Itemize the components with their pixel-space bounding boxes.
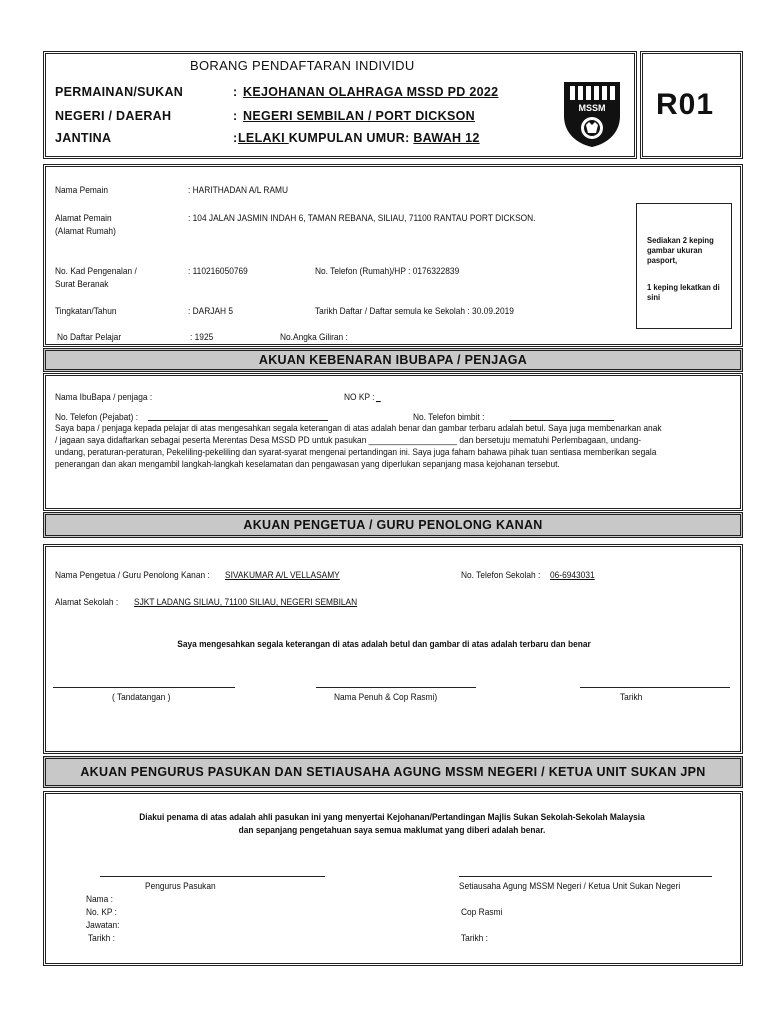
state-value: NEGERI SEMBILAN / PORT DICKSON	[243, 109, 475, 123]
school-tel-value: 06-6943031	[550, 570, 595, 581]
player-address-label: Alamat Pemain	[55, 213, 112, 224]
parent-heading-text: AKUAN KEBENARAN IBUBAPA / PENJAGA	[258, 353, 528, 367]
gender-row	[238, 131, 480, 145]
principal-date-line	[580, 687, 730, 688]
parent-tel-mobile-label: No. Telefon bimbit :	[413, 412, 485, 423]
player-regno-label: No Daftar Pelajar	[57, 332, 122, 343]
player-address-label-2: (Alamat Rumah)	[55, 226, 116, 237]
player-phone: No. Telefon (Rumah)/HP : 0176322839	[315, 266, 460, 277]
parent-declaration-line-3: undang, peraturan-peraturan, Pekeliling-pekeliling dan syarat-syarat mengenai pertandingan ini. Saya juga faham bahawa pihak tuan sentiasa memberikan segala	[55, 447, 657, 458]
parent-tel-office-line	[148, 420, 328, 421]
principal-heading	[43, 512, 743, 538]
principal-fullname-line	[316, 687, 476, 688]
photo-box	[636, 203, 732, 329]
secretary-title: Setiausaha Agung MSSM Negeri / Ketua Unit Sukan Negeri	[459, 881, 681, 892]
principal-statement: Saya mengesahkan segala keterangan di atas adalah betul dan gambar di atas adalah terbaru dan benar	[177, 639, 591, 650]
shield-icon	[562, 78, 622, 148]
mssm-logo	[562, 78, 622, 148]
age-group-label: KUMPULAN UMUR:	[288, 131, 414, 145]
age-group-value: BAWAH 12	[413, 131, 480, 145]
parent-tel-mobile-line	[510, 420, 614, 421]
manager-name-label: Nama :	[86, 894, 113, 905]
player-ic-value: : 110216050769	[188, 266, 248, 277]
sport-colon: :	[233, 85, 238, 99]
svg-text:MSSM: MSSM	[578, 103, 606, 113]
sport-label: PERMAINAN/SUKAN	[55, 85, 184, 99]
sport-value: KEJOHANAN OLAHRAGA MSSD PD 2022	[243, 85, 499, 99]
principal-name-label: Nama Pengetua / Guru Penolong Kanan :	[55, 570, 210, 581]
parent-declaration-line-1: Saya bapa / penjaga kepada pelajar di atas mengesahkan segala keterangan di atas adalah benar dan gambar terbaru adalah betul. Saya juga membenarkan anak	[55, 423, 662, 434]
player-ic-label-2: Surat Beranak	[55, 279, 109, 290]
principal-date-label: Tarikh	[620, 692, 643, 703]
player-ic-label: No. Kad Pengenalan /	[55, 266, 137, 277]
manager-signature-line	[100, 876, 325, 877]
school-address-value: SJKT LADANG SILIAU, 71100 SILIAU, NEGERI SEMBILAN	[134, 597, 358, 608]
player-register-date: Tarikh Daftar / Daftar semula ke Sekolah : 30.09.2019	[315, 306, 514, 317]
team-statement-2: dan sepanjang pengetahuan saya semua maklumat yang diberi adalah benar.	[238, 825, 546, 836]
player-name-label: Nama Pemain	[55, 185, 108, 196]
player-grade-label: Tingkatan/Tahun	[55, 306, 117, 317]
player-turn-number: No.Angka Giliran :	[280, 332, 348, 343]
parent-heading	[43, 348, 743, 372]
parent-ic-value: _	[376, 392, 381, 403]
manager-title: Pengurus Pasukan	[145, 881, 216, 892]
manager-date-label: Tarikh :	[88, 933, 115, 944]
gender-value: LELAKI	[238, 131, 289, 145]
principal-heading-text: AKUAN PENGETUA / GURU PENOLONG KANAN	[243, 518, 543, 532]
player-grade-value: : DARJAH 5	[188, 306, 234, 317]
school-address-label: Alamat Sekolah :	[55, 597, 119, 608]
form-code: R01	[656, 88, 715, 121]
team-heading-text: AKUAN PENGURUS PASUKAN DAN SETIAUSAHA AGUNG MSSM NEGERI / KETUA UNIT SUKAN JPN	[80, 765, 706, 779]
parent-declaration-line-4: penerangan dan akan mengambil langkah-langkah keselamatan dan pengawasan yang diperlukan sepanjang masa kejohanan tersebut.	[55, 459, 560, 470]
player-name-value: : HARITHADAN A/L RAMU	[188, 185, 289, 196]
parent-ic-label: NO KP :	[344, 392, 375, 403]
state-label: NEGERI / DAERAH	[55, 109, 172, 123]
manager-position-label: Jawatan:	[86, 920, 120, 931]
secretary-date-label: Tarikh :	[461, 933, 488, 944]
player-address-value: : 104 JALAN JASMIN INDAH 6, TAMAN REBANA, SILIAU, 71100 RANTAU PORT DICKSON.	[188, 213, 536, 224]
photo-note-2: 1 keping lekatkan di sini	[647, 282, 720, 302]
parent-declaration	[55, 423, 733, 471]
photo-note-1: Sediakan 2 keping gambar ukuran pasport,	[647, 235, 714, 265]
form-title: BORANG PENDAFTARAN INDIVIDU	[190, 58, 415, 73]
principal-signature-label: ( Tandatangan )	[112, 692, 171, 703]
state-colon: :	[233, 109, 238, 123]
team-statement-1: Diakui penama di atas adalah ahli pasukan ini yang menyertai Kejohanan/Pertandingan Majlis Sukan Sekolah-Sekolah Malaysia	[139, 812, 645, 823]
parent-tel-office-label: No. Telefon (Pejabat) :	[55, 412, 139, 423]
secretary-signature-line	[459, 876, 712, 877]
player-regno-value: : 1925	[190, 332, 214, 343]
principal-fullname-label: Nama Penuh & Cop Rasmi)	[334, 692, 438, 703]
team-heading	[43, 756, 743, 788]
school-tel-label: No. Telefon Sekolah :	[461, 570, 541, 581]
principal-signature-line	[53, 687, 235, 688]
parent-declaration-line-2: / jagaan saya didaftarkan sebagai peserta Merentas Desa MSSD PD untuk pasukan ___________________ dan bersetuju mematuhi Perlembagaan, undang-	[55, 435, 642, 446]
gender-label: JANTINA	[55, 131, 112, 145]
parent-name-label: Nama IbuBapa / penjaga :	[55, 392, 153, 403]
secretary-stamp-label: Cop Rasmi	[461, 907, 503, 918]
principal-name-value: SIVAKUMAR A/L VELLASAMY	[225, 570, 340, 581]
gender-colon: :	[233, 131, 238, 145]
manager-ic-label: No. KP :	[86, 907, 117, 918]
